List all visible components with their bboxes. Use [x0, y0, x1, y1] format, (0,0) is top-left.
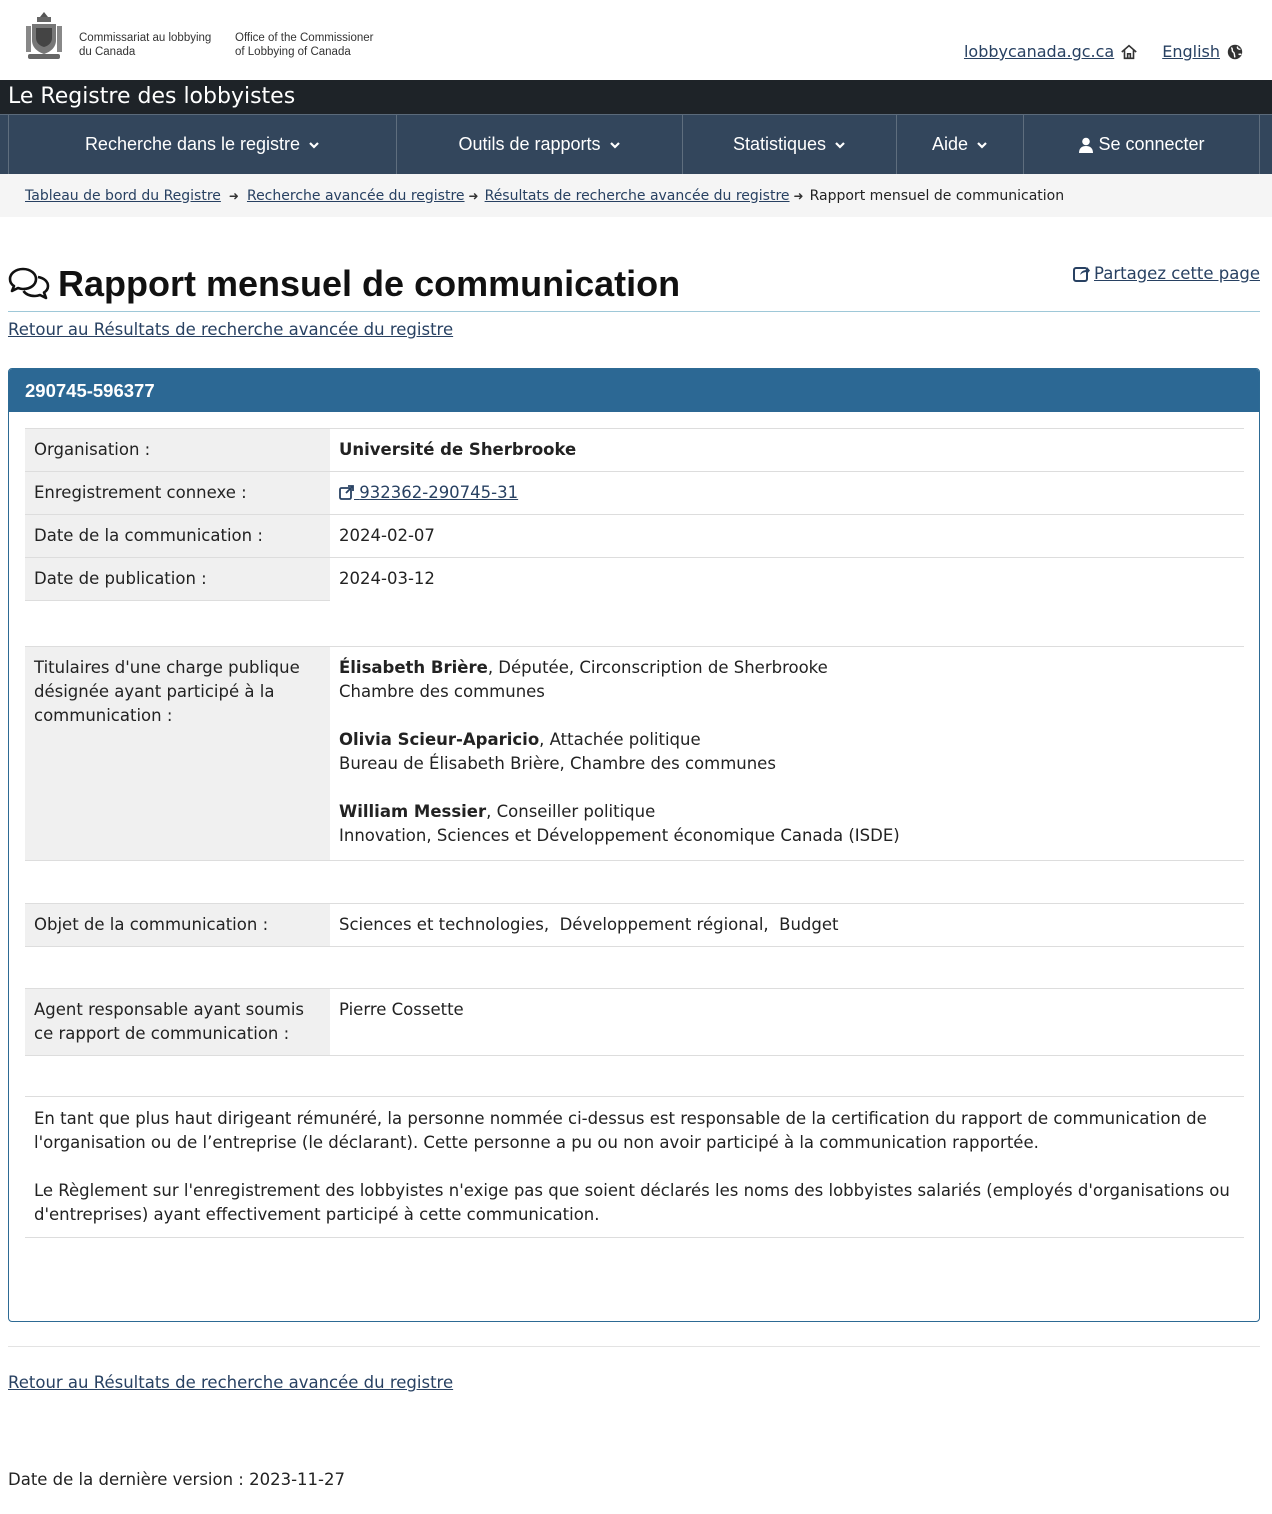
nav-help-menu[interactable]: [896, 115, 1023, 174]
arrow-right-icon: ➜: [468, 188, 479, 203]
organization-name: Université de Sherbrooke: [339, 440, 577, 459]
office-holders-table: [25, 646, 1244, 861]
comments-icon: [8, 266, 50, 302]
table-row: [25, 989, 1244, 1056]
report-details-table: [25, 428, 1244, 601]
nav-statistics-label: Statistiques: [732, 134, 827, 154]
nav-reports-label: Outils de rapports: [458, 134, 601, 154]
subject-value: Sciences et technologies, Développement régional, Budget: [330, 904, 1244, 947]
user-icon: [1078, 137, 1094, 153]
external-link-icon: [339, 485, 354, 500]
page-title: Rapport mensuel de communication: [58, 263, 681, 304]
nav-search-label: Recherche dans le registre: [84, 134, 301, 154]
app-title-bar: [0, 80, 1272, 114]
agent-table: [25, 988, 1244, 1056]
subject-table: [25, 903, 1244, 947]
chevron-down-icon: [609, 139, 621, 151]
language-toggle-link[interactable]: English: [1162, 42, 1220, 61]
home-icon: [1120, 43, 1138, 61]
report-id-header: [9, 369, 1259, 412]
nav-statistics-menu[interactable]: [682, 115, 896, 174]
office-holder-name: William Messier: [339, 802, 487, 821]
office-holder-entry: [339, 728, 1235, 776]
related-registration-value: [330, 472, 1244, 515]
arrow-right-icon: ➜: [793, 188, 804, 203]
signature-french-line2: du Canada: [79, 46, 136, 58]
top-links: [964, 42, 1244, 61]
back-to-results-link-top[interactable]: Retour au Résultats de recherche avancée du registre: [8, 320, 454, 339]
organization-label: Organisation :: [25, 429, 330, 472]
back-to-results-link-bottom[interactable]: Retour au Résultats de recherche avancée du registre: [8, 1373, 454, 1392]
agent-value: Pierre Cossette: [330, 989, 1244, 1056]
agent-label: Agent responsable ayant soumis ce rapport de communication :: [25, 989, 330, 1056]
publication-date-label: Date de publication :: [25, 558, 330, 601]
related-registration-link[interactable]: [339, 483, 518, 502]
site-home-link[interactable]: lobbycanada.gc.ca: [963, 42, 1115, 61]
subject-label: Objet de la communication :: [25, 904, 330, 947]
table-row: [25, 429, 1244, 472]
report-id: 290745-596377: [25, 380, 155, 401]
report-panel: [8, 368, 1260, 1322]
breadcrumb-current: Rapport mensuel de communication: [809, 187, 1065, 204]
certification-note-paragraph: En tant que plus haut dirigeant rémunéré, la personne nommée ci-dessus est responsable de la certification du rapport de communication de l'organisation ou de l’entreprise (le déclarant). Cette personne a pu ou non avoir participé à la communication rapportée.: [34, 1109, 1207, 1152]
chevron-down-icon: [834, 139, 846, 151]
communication-date-label: Date de la communication :: [25, 515, 330, 558]
nav-login-button[interactable]: [1023, 115, 1260, 174]
related-registration-label: Enregistrement connexe :: [25, 472, 330, 515]
table-row: [25, 904, 1244, 947]
signature-french: [79, 31, 224, 59]
coat-of-arms-icon: [24, 10, 64, 62]
signature-english-line1: Office of the Commissioner: [235, 32, 374, 44]
share-page-link[interactable]: [1073, 264, 1260, 283]
site-header: [0, 0, 1272, 80]
chevron-down-icon: [976, 139, 988, 151]
signature-english-line2: of Lobbying of Canada: [235, 46, 351, 58]
office-holder-name: Élisabeth Brière: [339, 658, 488, 677]
office-holders-value: [330, 647, 1244, 861]
share-page-label: Partagez cette page: [1094, 264, 1260, 283]
publication-date-value: 2024-03-12: [330, 558, 1244, 601]
table-row: [25, 558, 1244, 601]
arrow-right-icon: ➜: [228, 188, 239, 203]
globe-icon: [1226, 43, 1244, 61]
office-holder-institution: Chambre des communes: [339, 682, 545, 701]
regulation-note-paragraph: Le Règlement sur l'enregistrement des lobbyistes n'exige pas que soient déclarés les noms des lobbyistes salariés (employés d'organisations ou d'entreprises) ayant effectivement participé à cette communication.: [34, 1181, 1230, 1224]
breadcrumb-search-results-link[interactable]: Résultats de recherche avancée du registre: [484, 187, 790, 204]
table-row: [25, 515, 1244, 558]
signature-french-line1: Commissariat au lobbying: [79, 32, 212, 44]
office-holder-title: , Attachée politique: [539, 730, 701, 749]
office-holders-label: Titulaires d'une charge publique désignée ayant participé à la communication :: [25, 647, 330, 861]
nav-reports-menu[interactable]: [396, 115, 682, 174]
divider: [8, 1346, 1260, 1347]
organization-value: [330, 429, 1244, 472]
office-holder-institution: Bureau de Élisabeth Brière, Chambre des communes: [339, 754, 776, 773]
chevron-down-icon: [308, 139, 320, 151]
nav-search-menu[interactable]: [8, 115, 396, 174]
share-icon: [1073, 265, 1090, 282]
table-row: [25, 472, 1244, 515]
breadcrumb: [0, 174, 1272, 217]
office-holder-entry: [339, 656, 1235, 704]
last-version-date: Date de la dernière version : 2023-11-27: [8, 1470, 345, 1489]
certification-note: [25, 1096, 1244, 1238]
nav-login-label: Se connecter: [1098, 134, 1205, 154]
office-holder-title: , Conseiller politique: [486, 802, 656, 821]
nav-help-label: Aide: [931, 134, 969, 154]
office-holder-name: Olivia Scieur-Aparicio: [339, 730, 540, 749]
office-holder-title: , Députée, Circonscription de Sherbrooke: [487, 658, 828, 677]
office-holder-institution: Innovation, Sciences et Développement économique Canada (ISDE): [339, 826, 900, 845]
page-title-row: [8, 262, 1260, 312]
related-registration-number: 932362-290745-31: [359, 483, 519, 502]
communication-date-value: 2024-02-07: [330, 515, 1244, 558]
signature-english: [235, 31, 395, 59]
office-holder-entry: [339, 800, 1235, 848]
app-title: Le Registre des lobbyistes: [8, 84, 296, 109]
table-row: [25, 647, 1244, 861]
main-navigation: [0, 114, 1272, 174]
breadcrumb-advanced-search-link[interactable]: Recherche avancée du registre: [246, 187, 465, 204]
breadcrumb-dashboard-link[interactable]: Tableau de bord du Registre: [25, 187, 221, 204]
